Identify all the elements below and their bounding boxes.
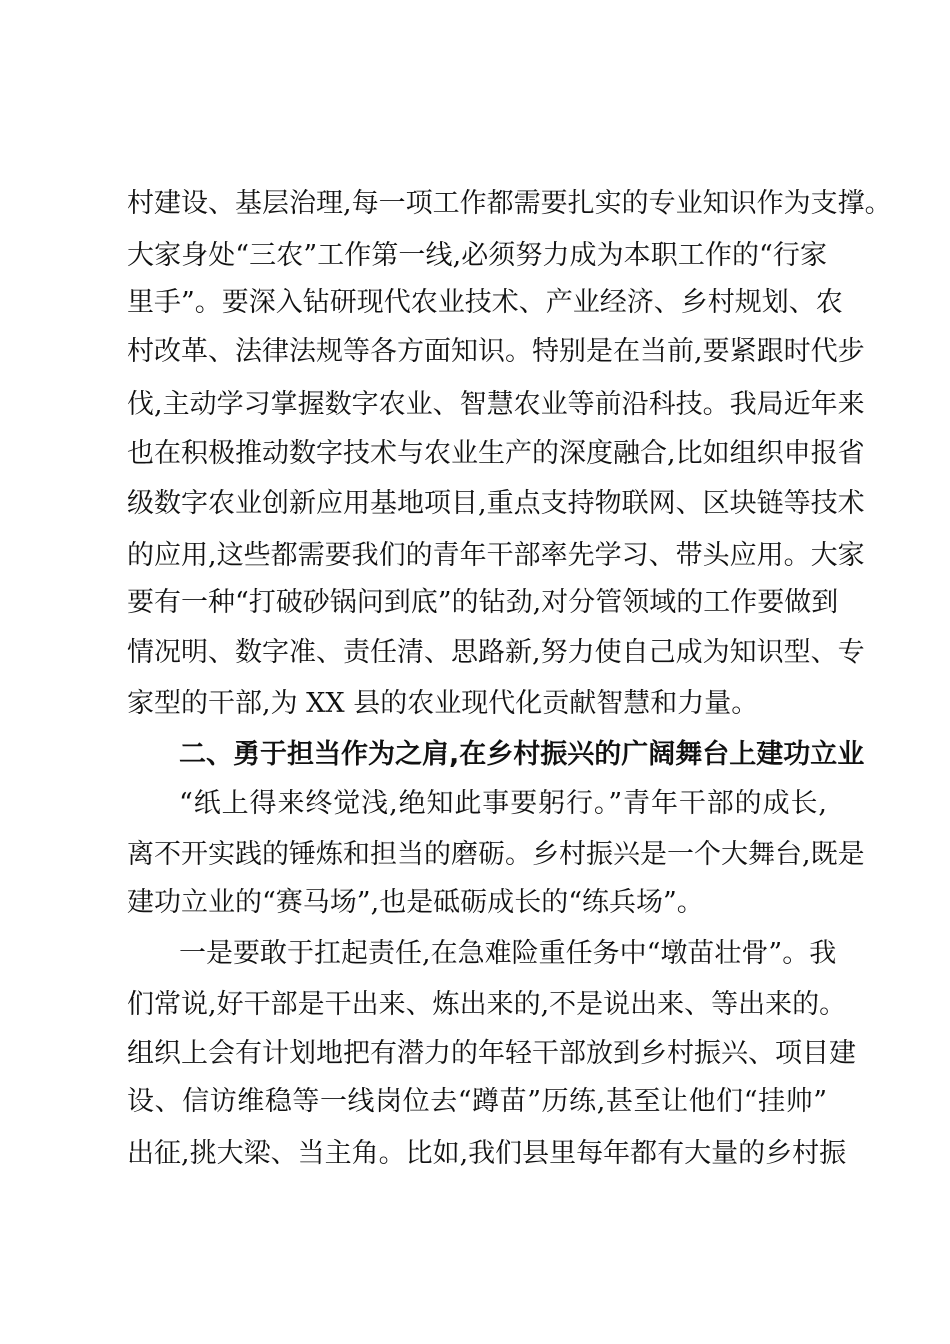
paragraph-line: 出征,挑大梁、当主角。比如,我们县里每年都有大量的乡村振 — [127, 1138, 847, 1169]
paragraph-line: 家型的干部,为 XX 县的农业现代化贡献智慧和力量。 — [127, 688, 759, 719]
paragraph-line: 大家身处“三农”工作第一线,必须努力成为本职工作的“行家 — [127, 240, 827, 271]
paragraph-line: 设、信访维稳等一线岗位去“蹲苗”历练,甚至让他们“挂帅” — [127, 1086, 827, 1117]
section-heading: 二、勇于担当作为之肩,在乡村振兴的广阔舞台上建功立业 — [179, 739, 865, 770]
paragraph-line: 离不开实践的锤炼和担当的磨砺。乡村振兴是一个大舞台,既是 — [127, 839, 865, 870]
paragraph-line: 也在积极推动数字技术与农业生产的深度融合,比如组织申报省 — [127, 438, 865, 469]
paragraph-line: 们常说,好干部是干出来、炼出来的,不是说出来、等出来的。 — [127, 989, 847, 1020]
paragraph-line: 村建设、基层治理,每一项工作都需要扎实的专业知识作为支撑。 — [127, 188, 892, 219]
paragraph-line: 一是要敢于扛起责任,在急难险重任务中“墩苗壮骨”。我 — [179, 938, 837, 969]
paragraph-line: 要有一种“打破砂锅问到底”的钻劲,对分管领域的工作要做到 — [127, 587, 839, 618]
paragraph-line: 里手”。要深入钻研现代农业技术、产业经济、乡村规划、农 — [127, 287, 843, 318]
paragraph-line: 村改革、法律法规等各方面知识。特别是在当前,要紧跟时代步 — [127, 336, 865, 367]
paragraph-line: 组织上会有计划地把有潜力的年轻干部放到乡村振兴、项目建 — [127, 1038, 856, 1069]
paragraph-line: 建功立业的“赛马场”,也是砥砺成长的“练兵场”。 — [127, 887, 704, 918]
paragraph-line: “纸上得来终觉浅,绝知此事要躬行。”青年干部的成长, — [179, 788, 827, 819]
paragraph-line: 的应用,这些都需要我们的青年干部率先学习、带头应用。大家 — [127, 540, 865, 571]
paragraph-line: 情况明、数字准、责任清、思路新,努力使自己成为知识型、专 — [127, 637, 865, 668]
paragraph-line: 级数字农业创新应用基地项目,重点支持物联网、区块链等技术 — [127, 488, 865, 519]
paragraph-line: 伐,主动学习掌握数字农业、智慧农业等前沿科技。我局近年来 — [127, 389, 865, 420]
